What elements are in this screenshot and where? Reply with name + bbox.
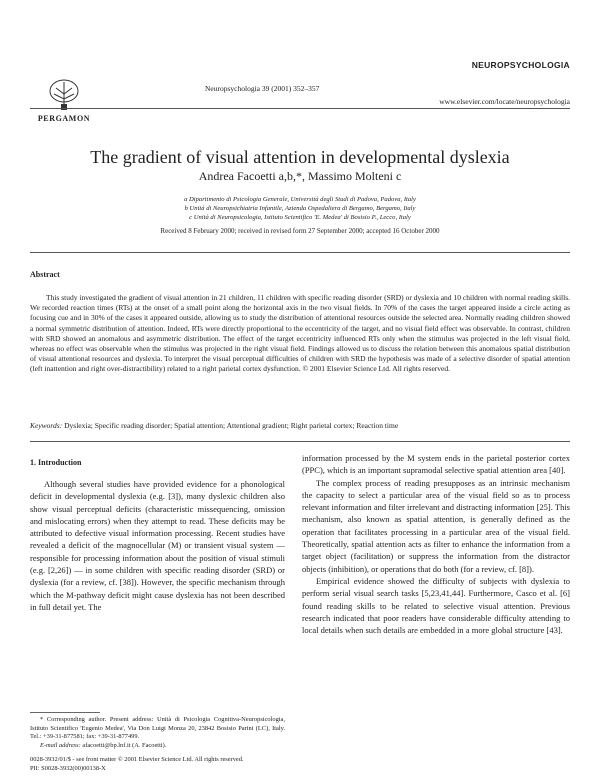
keywords-label: Keywords: xyxy=(30,421,63,430)
keywords-list: Dyslexia; Specific reading disorder; Spatial attention; Attentional gradient; Right parietal cortex; Reaction time xyxy=(64,421,399,430)
email-address[interactable]: afacoetti@bp.lnf.it (A. Facoetti). xyxy=(82,741,167,749)
journal-logo: NEUROPSYCHOLOGIA xyxy=(471,60,570,70)
corresponding-author-note: * Corresponding author. Present address: Unità di Psicologia Cognitiva-Neuropsicologia, Istituto Scientifico 'Eugenio Medea', Via Don Luigi Monza 20, 23842 Bosisio Parini (LC), Italy. Tel.: +39-31-877581; fax: +39-31-877499. xyxy=(30,716,285,740)
footnote-rule xyxy=(30,712,100,713)
abstract-text: This study investigated the gradient of visual attention in 21 children, 11 children with specific reading disorder (SRD) or dyslexia and 10 children with normal reading skills. We recorded reaction times (RTs) at the onset of a small point along the horizontal axis in the two visual fields. In 70% of the cases the target appeared inside a circle acting as focusing cue and in 30% of the cases it appeared outside, allowing us to study the distribution of attentional resources outside the selected area. Normally reading children showed a normal symmetric distribution of attention. Indeed, RTs were directly proportional to the eccentricity of the target, and no visual field effect was observable. In contrast, children with SRD showed an anomalous and asymmetric distribution. The effect of the target eccentricity influenced RTs only when the stimulus was projected in the left visual field, whereas no effect was observable when the stimulus was projected in the right visual field. Findings allowed us to discuss the relation between this anomalous spatial distribution of visual attentional resources and dyslexia. To interpret the visual perceptual difficulties of children with SRD the hypothesis was made of a selective disorder of spatial attention (left inattention and right over-distractibility) related to a right parietal cortex dysfunction. © 2001 Elsevier Science Ltd. All rights reserved. xyxy=(30,293,570,374)
affiliation-b: b Unità di Neuropsichiatria Infantile, Azienda Ospedaliera di Bergamo, Bergamo, Italy xyxy=(184,205,416,212)
article-authors: Andrea Facoetti a,b,*, Massimo Molteni c xyxy=(198,169,402,183)
journal-url[interactable]: www.elsevier.com/locate/neuropsychologia xyxy=(439,97,570,106)
pergamon-tree-icon xyxy=(44,78,84,112)
journal-reference: Neuropsychologia 39 (2001) 352–357 xyxy=(205,84,320,93)
copyright-line: 0028-3932/01/$ - see front matter © 2001 Elsevier Science Ltd. All rights reserved. xyxy=(30,756,244,763)
affiliation-c: c Unità di Neuropsicologia, Istituto Scientifico 'E. Medea' di Bosisio P., Lecco, Italy xyxy=(189,214,411,221)
pii-line: PII: S0028-3932(00)00138-X xyxy=(30,764,106,772)
header-rule xyxy=(30,108,570,109)
copyright-block xyxy=(30,756,244,773)
publisher-name: PERGAMON xyxy=(37,114,91,123)
title-rule xyxy=(30,252,570,253)
intro-paragraph-1: Although several studies have provided evidence for a phonological deficit in developmental dyslexia (e.g. [3]), many dyslexic children also show visual perceptual deficits (characteristic missequencing, omission and mislocating errors) when they attempt to read. These deficits may be attributed to defective visual information processing. Recent studies have revealed a deficit of the magnocellular (M) or transient visual system — responsible for processing information about the position of visual stimuli (e.g. [2,26]) — in some children with specific reading disorder (SRD) or dyslexia (for a review, cf. [38]). However, the specific mechanism through which the M-pathway deficit might cause dyslexia has not been described in full detail yet. The xyxy=(30,479,285,612)
right-column xyxy=(302,452,570,636)
intro-paragraph-3: Empirical evidence showed the difficulty of subjects with dyslexia to perform serial visual search tasks [5,23,41,44]. Furthermore, Casco et al. [6] found reading skills to be related to selective visual attention. Previous research indicated that poor readers have considerable difficulty attending to local details when such details are embedded in a more global structure [43]. xyxy=(302,575,570,636)
abstract-heading: Abstract xyxy=(30,270,60,279)
keywords xyxy=(30,421,570,430)
email-label: E-mail address: xyxy=(40,741,81,749)
left-column xyxy=(30,478,285,613)
publisher-logo xyxy=(24,78,104,123)
intro-paragraph-2: The complex process of reading presupposes as an intrinsic mechanism the capacity to select a particular area of the visual field so as to process relevant information and filter irrelevant and distracting information [25]. This mechanism, also known as spatial attention, is generally defined as the operation that facilitates processing in a particular area of the visual field. Theoretically, spatial attention acts as filter to enhance the information from a target object (facilitation) or suppress the information from the distractor objects (inhibition), or operations that do both (for a review, cf. [8]). xyxy=(302,477,570,574)
abstract-rule xyxy=(30,441,570,442)
received-dates: Received 8 February 2000; received in revised form 27 September 2000; accepted 16 October 2000 xyxy=(160,227,440,235)
affiliation-a: a Dipartimento di Psicologia Generale, Università degli Studi di Padova, Padova, Italy xyxy=(184,196,416,203)
intro-paragraph-continued: information processed by the M system ends in the parietal posterior cortex (PPC), which is an important supramodal selective spatial attention area [40]. xyxy=(302,453,570,476)
footnote xyxy=(30,716,285,750)
article-title: The gradient of visual attention in developmental dyslexia xyxy=(90,147,510,167)
section-heading: 1. Introduction xyxy=(30,458,82,467)
